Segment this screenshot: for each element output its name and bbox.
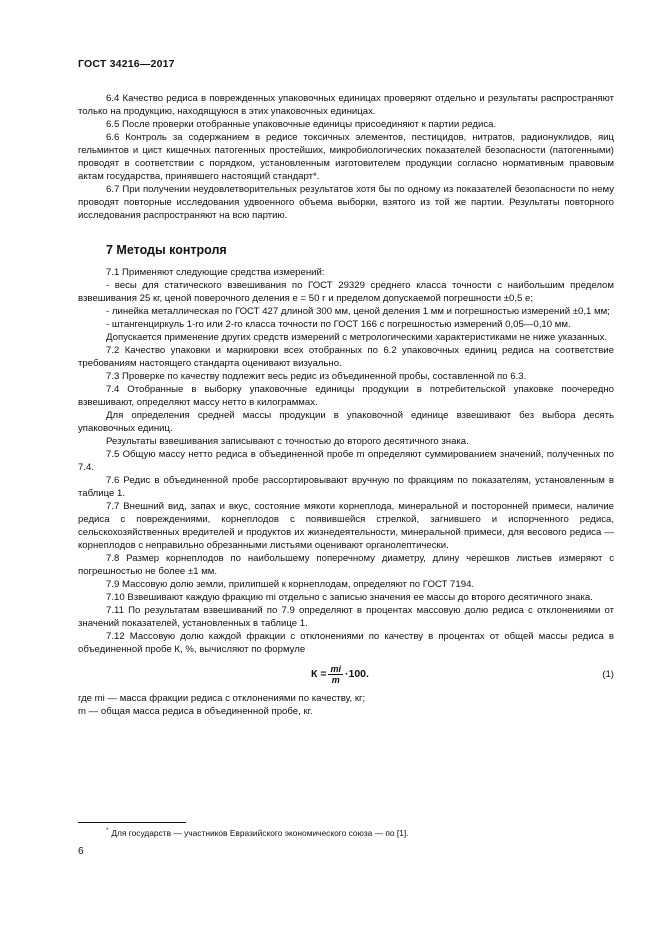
paragraph-6-7: 6.7 При получении неудовлетворительных результатов хотя бы по одному из показателей безопасности по нему проводят повторные исследования удвоенного объема выборки, взятого из той же партии. Результаты повторного исследования распространяют на всю партию. (78, 184, 614, 221)
paragraph-7-10: 7.10 Взвешивают каждую фракцию mi отдельно с записью значения ее массы до второго десятичного знака. (106, 592, 593, 603)
paragraph-6-4: 6.4 Качество редиса в поврежденных упаковочных единицах проверяют отдельно и результаты распространяют только на продукцию, находящуюся в этих упаковочных единицах. (78, 93, 614, 117)
formula-row (78, 662, 614, 688)
paragraph-allowed: Допускается применение других средств измерений с метрологическими характеристиками не ниже указанных. (106, 332, 608, 343)
footnote-divider (78, 822, 186, 823)
paragraph-7-8: 7.8 Размер корнеплодов по наибольшему поперечному диаметру, длину черешков листьев измеряют с погрешностью не более ±1 мм. (78, 553, 614, 577)
list-item-ruler: - линейка металлическая по ГОСТ 427 длиной 300 мм, ценой деления 1 мм и погрешностью измерений ±0,1 мм; (106, 306, 610, 317)
formula (311, 664, 369, 685)
formula-rhs: ·100. (344, 668, 369, 680)
formula-fraction (328, 664, 343, 685)
document-header: ГОСТ 34216—2017 (78, 58, 175, 70)
where-line-1: где mi — масса фракции редиса с отклонениями по качеству, кг; (78, 693, 366, 704)
paragraph-7-11: 7.11 По результатам взвешиваний по 7.9 определяют в процентах массовую долю редиса с отклонениями от значений показателей, установленных в таблице 1. (78, 605, 614, 629)
paragraph-7-12: 7.12 Массовую долю каждой фракции с отклонениями по качеству в процентах от общей массы редиса в объединенной пробе К, %, вычисляют по формуле (78, 631, 614, 655)
paragraph-7-6: 7.6 Редис в объединенной пробе рассортировывают вручную по фракциям по показателям, установленным в таблице 1. (78, 475, 614, 499)
document-body (78, 92, 614, 718)
paragraph-7-3: 7.3 Проверке по качеству подлежит весь редис из объединенной пробы, составленной по 6.3. (106, 371, 527, 382)
paragraph-avg-mass: Для определения средней массы продукции в упаковочной единице взвешивают без выбора десять упаковочных единиц. (78, 410, 614, 434)
paragraph-weigh-results: Результаты взвешивания записывают с точностью до второго десятичного знака. (106, 436, 469, 447)
paragraph-6-6: 6.6 Контроль за содержанием в редисе токсичных элементов, пестицидов, нитратов, радионуклидов, яиц гельминтов и цист кишечных патогенных простейших, микробиологических показателей безопасности (патогенными) проводят в соответствии с порядком, установленным изготовителем продукции согласно нормативным правовым актам государства, принявшего настоящий стандарт*. (78, 132, 614, 182)
footnote-text: Для государств — участников Евразийского экономического союза — по [1]. (111, 828, 409, 838)
paragraph-7-9: 7.9 Массовую долю земли, прилипшей к корнеплодам, определяют по ГОСТ 7194. (106, 579, 475, 590)
section-heading: 7 Методы контроля (106, 243, 227, 257)
paragraph-6-5: 6.5 После проверки отобранные упаковочные единицы присоединяют к партии редиса. (106, 119, 497, 130)
formula-denominator: m (331, 675, 340, 685)
list-item-scales: - весы для статического взвешивания по ГОСТ 29329 среднего класса точности с наибольшим пределом взвешивания 25 кг, ценой поверочного деления е = 50 г и пределом допускаемой погрешности ±0,5 е; (78, 280, 614, 304)
paragraph-7-2: 7.2 Качество упаковки и маркировки всех отобранных по 6.2 упаковочных единиц редиса на соответствие требованиям настоящего стандарта оценивают визуально. (78, 345, 614, 369)
footnote-mark: * (106, 828, 109, 835)
paragraph-7-1: 7.1 Применяют следующие средства измерений: (106, 267, 325, 278)
paragraph-7-5: 7.5 Общую массу нетто редиса в объединенной пробе m определяют суммированием значений, полученных по 7.4. (78, 449, 614, 473)
paragraph-7-4: 7.4 Отобранные в выборку упаковочные единицы продукции в потребительской упаковке поочередно взвешивают, определяют массу нетто в килограммах. (78, 384, 614, 408)
formula-numerator: mi (330, 664, 341, 674)
list-item-caliper: - штангенциркуль 1-го или 2-го класса точности по ГОСТ 166 с погрешностью измерений 0,05—0,10 мм. (106, 319, 571, 330)
page-number: 6 (78, 846, 84, 857)
where-line-2: m — общая масса редиса в объединенной пробе, кг. (78, 706, 313, 717)
footnote (106, 828, 409, 838)
paragraph-7-7: 7.7 Внешний вид, запах и вкус, состояние мякоти корнеплода, минеральной и посторонней примеси, наличие редиса с повреждениями, корнеплодов с появившейся стрелкой, загнившего и испорченного редиса, сельскохозяйственных вредителей и продуктов их жизнедеятельности, минеральной примеси, для весового редиса — корнеплодов с неправильно обрезанными листьями оценивают органолептически. (78, 501, 614, 551)
equation-number: (1) (602, 669, 614, 680)
formula-lhs: К = (311, 668, 327, 680)
